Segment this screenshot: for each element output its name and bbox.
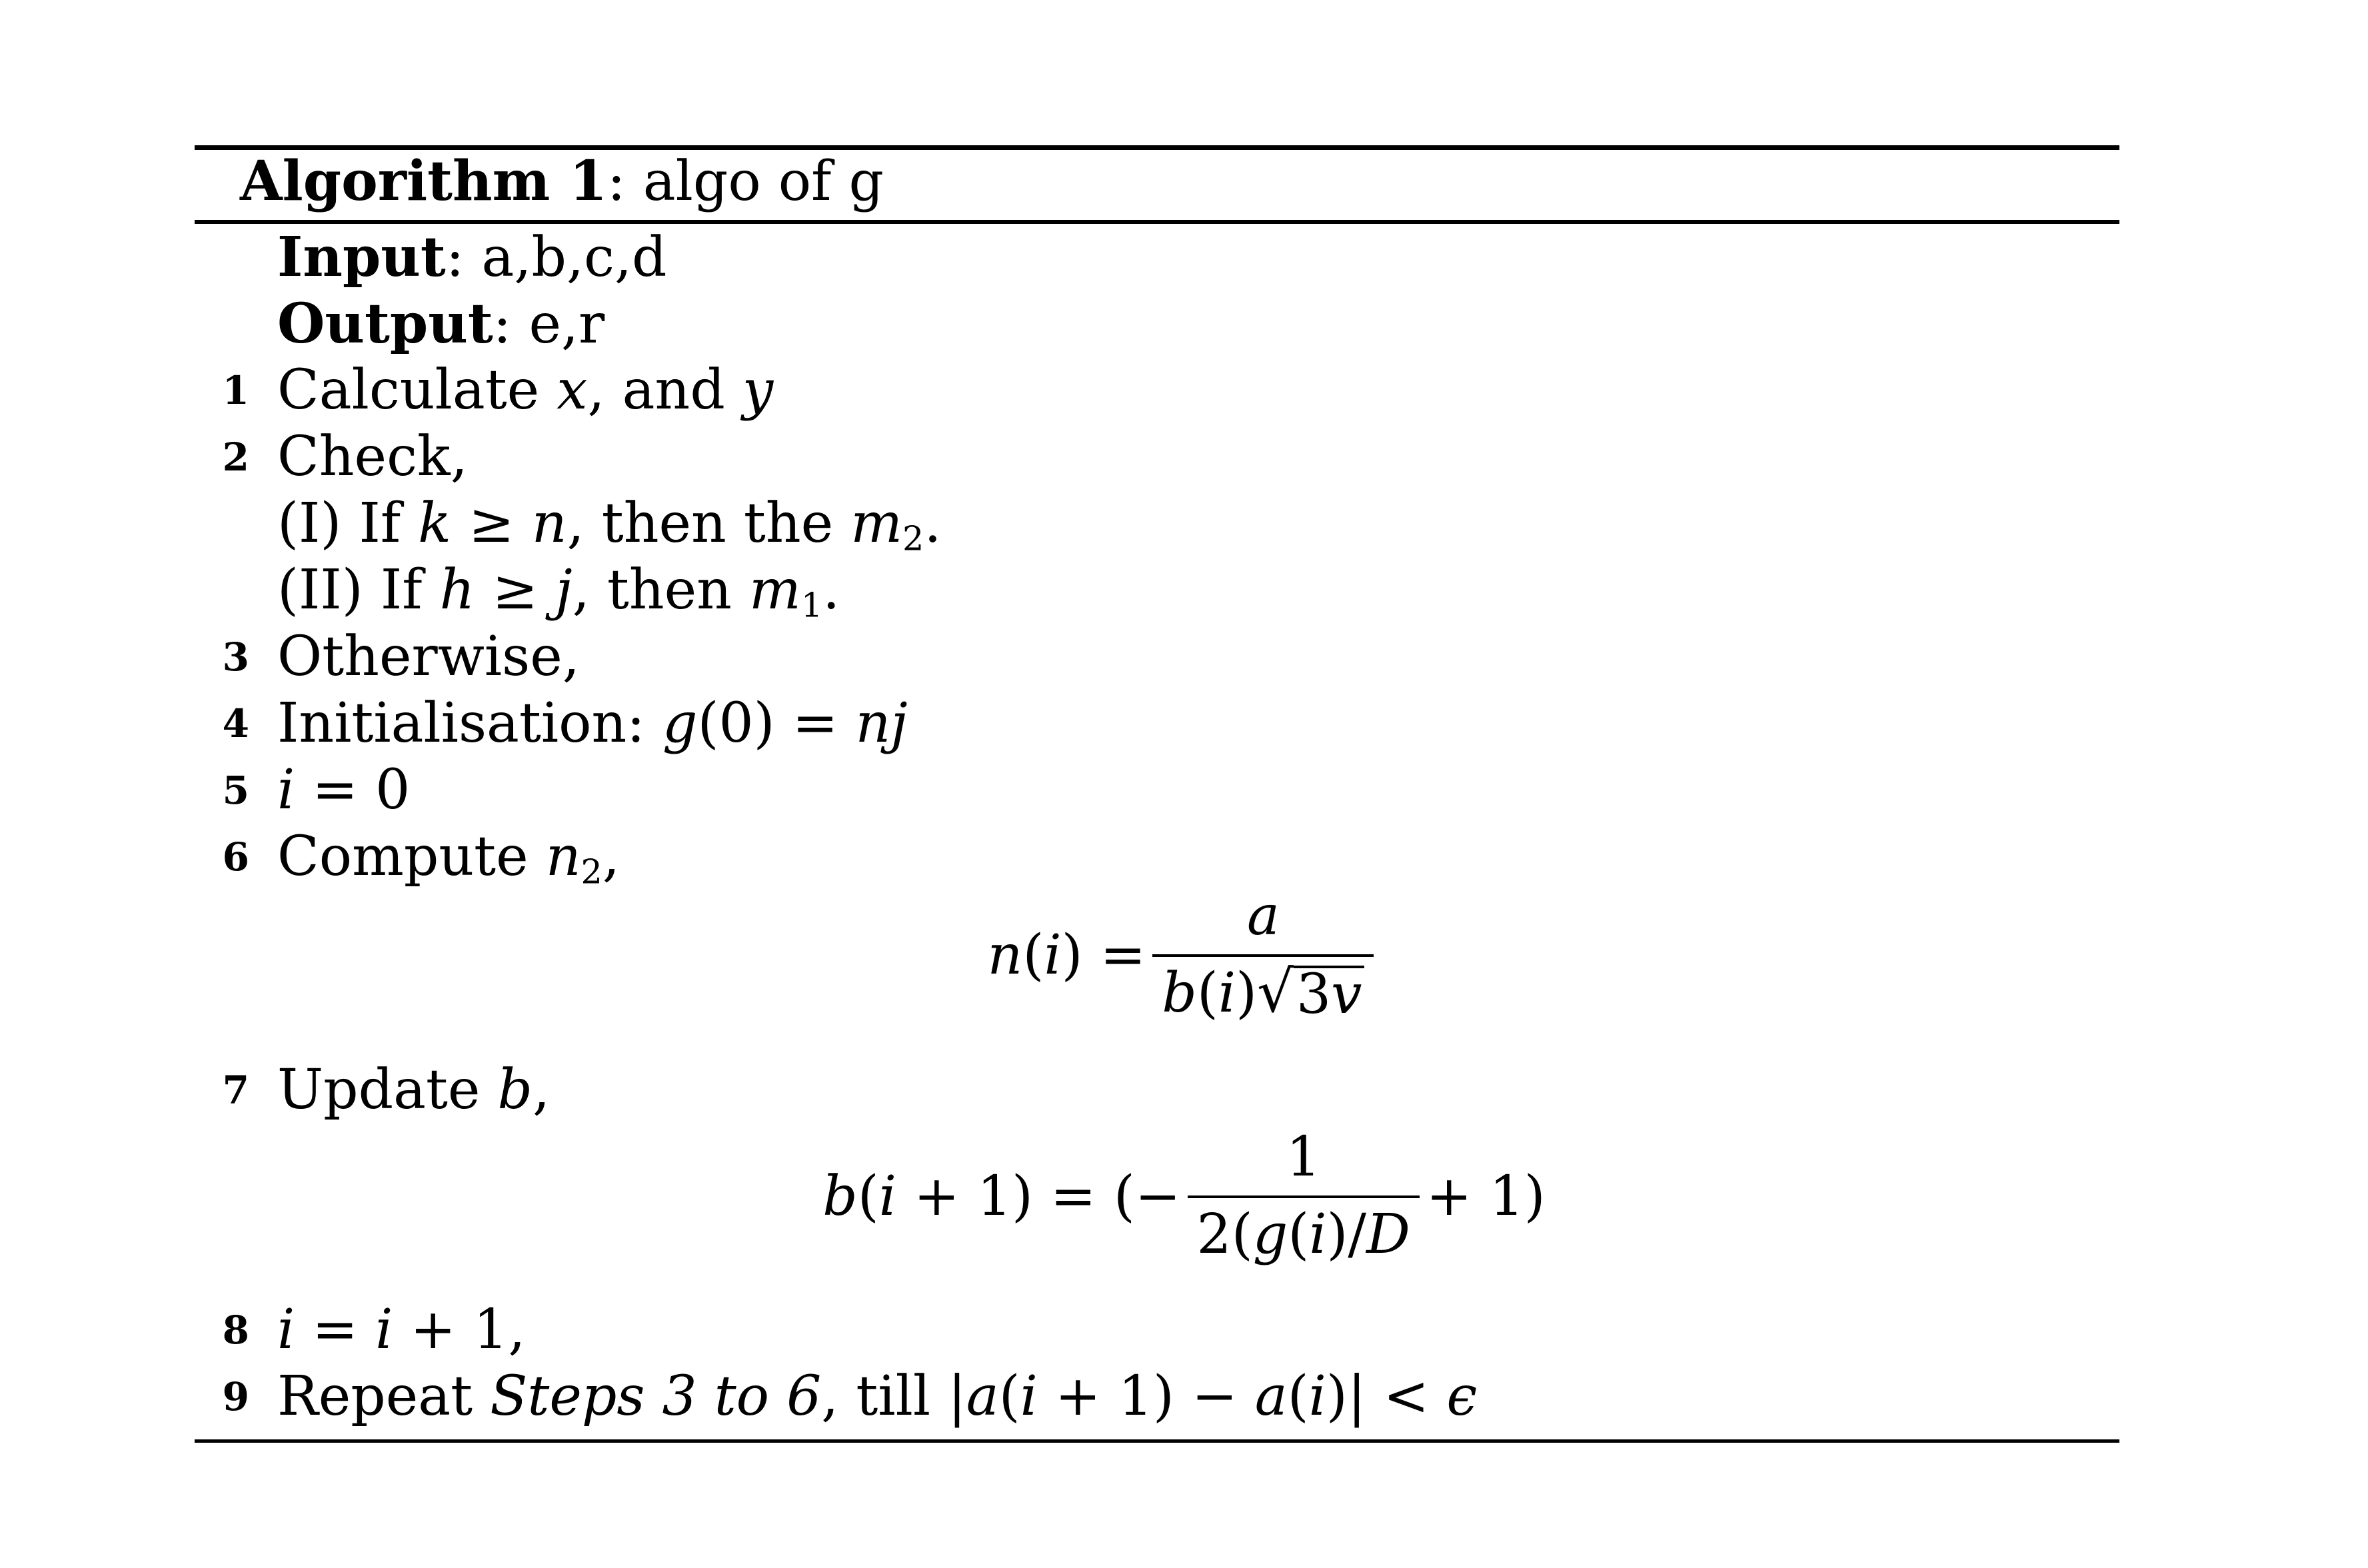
- step-5: [0, 757, 2368, 824]
- step-number: 1: [222, 368, 249, 413]
- output-value: : e,r: [493, 293, 605, 356]
- condition-1: (I) If k ≥ n, then the $m_2$.: [277, 492, 942, 558]
- fraction: a b(i) √ 3v: [1152, 886, 1374, 1024]
- step-text: Otherwise,: [277, 625, 580, 688]
- step-number: 6: [222, 834, 249, 880]
- step-3: [0, 624, 2368, 690]
- step-text: Initialisation: g(0) = nj: [277, 692, 908, 755]
- step-text: Check,: [277, 425, 468, 488]
- fraction: $\frac{1}{2(g(i)/D}$: [1188, 1128, 1420, 1265]
- step-1: [0, 357, 2368, 424]
- output-label: Output: [277, 292, 493, 356]
- step-number: 2: [222, 434, 249, 480]
- output-line: [0, 291, 2368, 357]
- step-text: Calculate x, and y: [277, 359, 774, 422]
- step-number: 4: [222, 701, 249, 746]
- step-2: [0, 424, 2368, 490]
- algorithm-label: Algorithm 1: [240, 149, 608, 213]
- step-4: [0, 690, 2368, 757]
- step-text: Update b,: [277, 1058, 551, 1122]
- input-label: Input: [277, 225, 446, 289]
- algorithm-title: : algo of g: [607, 150, 884, 213]
- step-number: 7: [222, 1068, 249, 1113]
- equation-b: b(i + 1) = (− $\frac{1}{2(g(i)/D}$ + 1): [822, 1126, 1546, 1266]
- step-text: i = i + 1,: [277, 1298, 526, 1361]
- equation-n: n(i) = a b(i) √ 3v: [0, 878, 2368, 1032]
- step-text: Repeat Steps 3 to 6, till |a(i + 1) − a(i)| < ϵ: [277, 1365, 1478, 1428]
- step-number: 5: [222, 768, 249, 813]
- step-text: Compute $n_2$,: [277, 825, 620, 892]
- step-number: 9: [222, 1374, 249, 1419]
- condition-2: (II) If h ≥ j, then $m_1$.: [277, 558, 840, 625]
- step-number: 3: [222, 634, 249, 680]
- bottom-rule: [195, 1439, 2119, 1443]
- input-value: : a,b,c,d: [445, 226, 667, 289]
- step-7: [0, 1057, 2368, 1124]
- input-line: [0, 224, 2368, 291]
- step-text: i = 0: [277, 758, 411, 822]
- step-8: [0, 1297, 2368, 1363]
- step-number: 8: [222, 1307, 249, 1353]
- algorithm-caption: [0, 148, 2368, 215]
- step-9: [0, 1363, 2368, 1430]
